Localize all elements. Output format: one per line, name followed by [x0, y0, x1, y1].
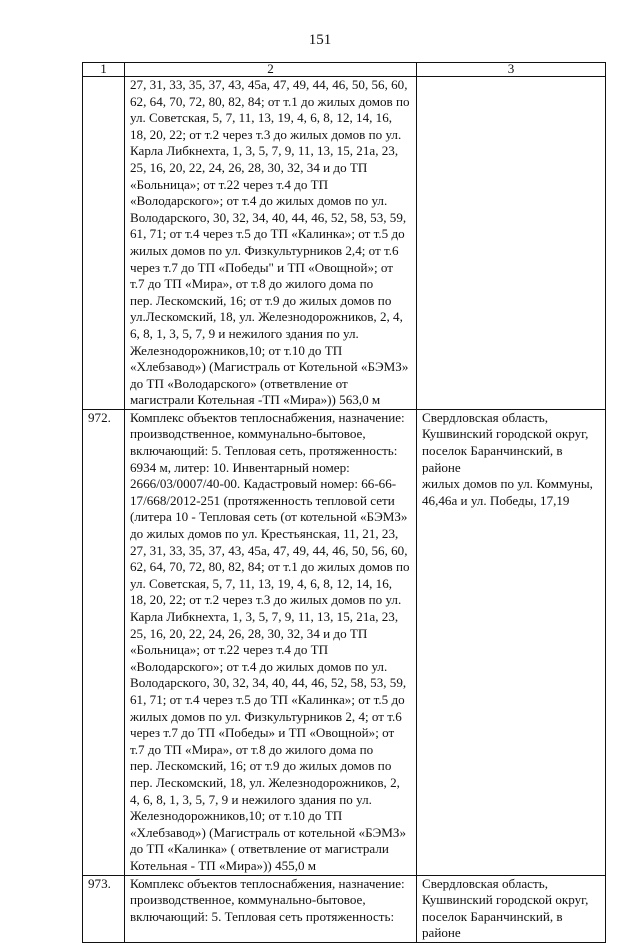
- table-row-continuation: [83, 77, 606, 410]
- row-number-cell: [83, 77, 125, 410]
- location-cell: Свердловская область, Кушвинский городской округ, поселок Баранчинский, в районе: [417, 875, 606, 942]
- table-row: [83, 409, 606, 875]
- property-register-table: [82, 62, 606, 943]
- row-number-cell: 973.: [83, 875, 125, 942]
- location-cell: [417, 77, 606, 410]
- column-header-1: 1: [83, 63, 125, 77]
- location-cell: Свердловская область, Кушвинский городской округ, поселок Баранчинский, в районе жилых домов по ул. Коммуны, 46,46а и ул. Победы, 17,19: [417, 409, 606, 875]
- page-number: 151: [308, 32, 332, 48]
- table-row: [83, 875, 606, 942]
- header-row: [83, 63, 606, 77]
- row-number-cell: 972.: [83, 409, 125, 875]
- column-header-2: 2: [125, 63, 417, 77]
- column-header-3: 3: [417, 63, 606, 77]
- continuation-description-cell: 27, 31, 33, 35, 37, 43, 45а, 47, 49, 44, 46, 50, 56, 60, 62, 64, 70, 72, 80, 82, 84; от т.1 до жилых домов по ул. Советская, 5, 7, 11, 13, 19, 4, 6, 8, 12, 14, 16, 18, 20, 22; от т.2 через т.3 до жилых домов по ул. Карла Либкнехта, 1, 3, 5, 7, 9, 11, 13, 15, 21а, 23, 25, 16, 20, 22, 24, 26, 28, 30, 32, 34 и до ТП «Больница»; от т.22 через т.4 до ТП «Володарского»; от т.4 до жилых домов по ул. Володарского, 30, 32, 34, 40, 44, 46, 52, 58, 53, 59, 61, 71; от т.4 через т.5 до ТП «Калинка»; от т.5 до жилых домов по ул. Физкультурников 2,4; от т.6 через т.7 до ТП «Победы" и ТП «Овощной»; от т.7 до ТП «Мира», от т.8 до жилого дома по пер. Лескомский, 16; от т.9 до жилых домов по ул.Лескомский, 18, ул. Железнодорожников, 2, 4, 6, 8, 1, 3, 5, 7, 9 и нежилого здания по ул. Железнодорожников,10; от т.10 до ТП «Хлебзавод») (Магистраль от Котельной «БЭМЗ» до ТП «Володарского» (ответвление от магистрали Котельная -ТП «Мира»)) 563,0 м: [125, 77, 417, 410]
- description-cell: Комплекс объектов теплоснабжения, назначение: производственное, коммунально-бытовое, включающий: 5. Тепловая сеть, протяженность: 6934 м, литер: 10. Инвентарный номер: 2666/03/0007/40-00. Кадастровый номер: 66-66- 17/668/2012-251 (протяженность тепловой сети (литера 10 - Тепловая сеть (от котельной «БЭМЗ» до жилых домов по ул. Крестьянская, 11, 21, 23, 27, 31, 33, 35, 37, 43, 45а, 47, 49, 44, 46, 50, 56, 60, 62, 64, 70, 72, 80, 82, 84; от т.1 до жилых домов по ул. Советская, 5, 7, 11, 13, 19, 4, 6, 8, 12, 14, 16, 18, 20, 22; от т.2 через т.3 до жилых домов по ул. Карла Либкнехта, 1, 3, 5, 7, 9, 11, 13, 15, 21а, 23, 25, 16, 20, 22, 24, 26, 28, 30, 32, 34 и до ТП «Больница»; от т.22 через т.4 до ТП «Володарского»; от т.4 до жилых домов по ул. Володарского, 30, 32, 34, 40, 44, 46, 52, 58, 53, 59, 61, 71; от т.4 через т.5 до ТП «Калинка»; от т.5 до жилых домов по ул. Физкультурников 2, 4; от т.6 через т.7 до ТП «Победы» и ТП «Овощной»; от т.7 до ТП «Мира», от т.8 до жилого дома по пер. Лескомский, 16; от т.9 до жилых домов по пер. Лескомский, 18, ул. Железнодорожников, 2, 4, 6, 8, 1, 3, 5, 7, 9 и нежилого здания по ул. Железнодорожников,10; от т.10 до ТП «Хлебзавод») (Магистраль от котельной «БЭМЗ» до ТП «Калинка» ( ответвление от магистрали Котельная - ТП «Мира»)) 455,0 м: [125, 409, 417, 875]
- description-cell: Комплекс объектов теплоснабжения, назначение: производственное, коммунально-бытовое, включающий: 5. Тепловая сеть протяженность:: [125, 875, 417, 942]
